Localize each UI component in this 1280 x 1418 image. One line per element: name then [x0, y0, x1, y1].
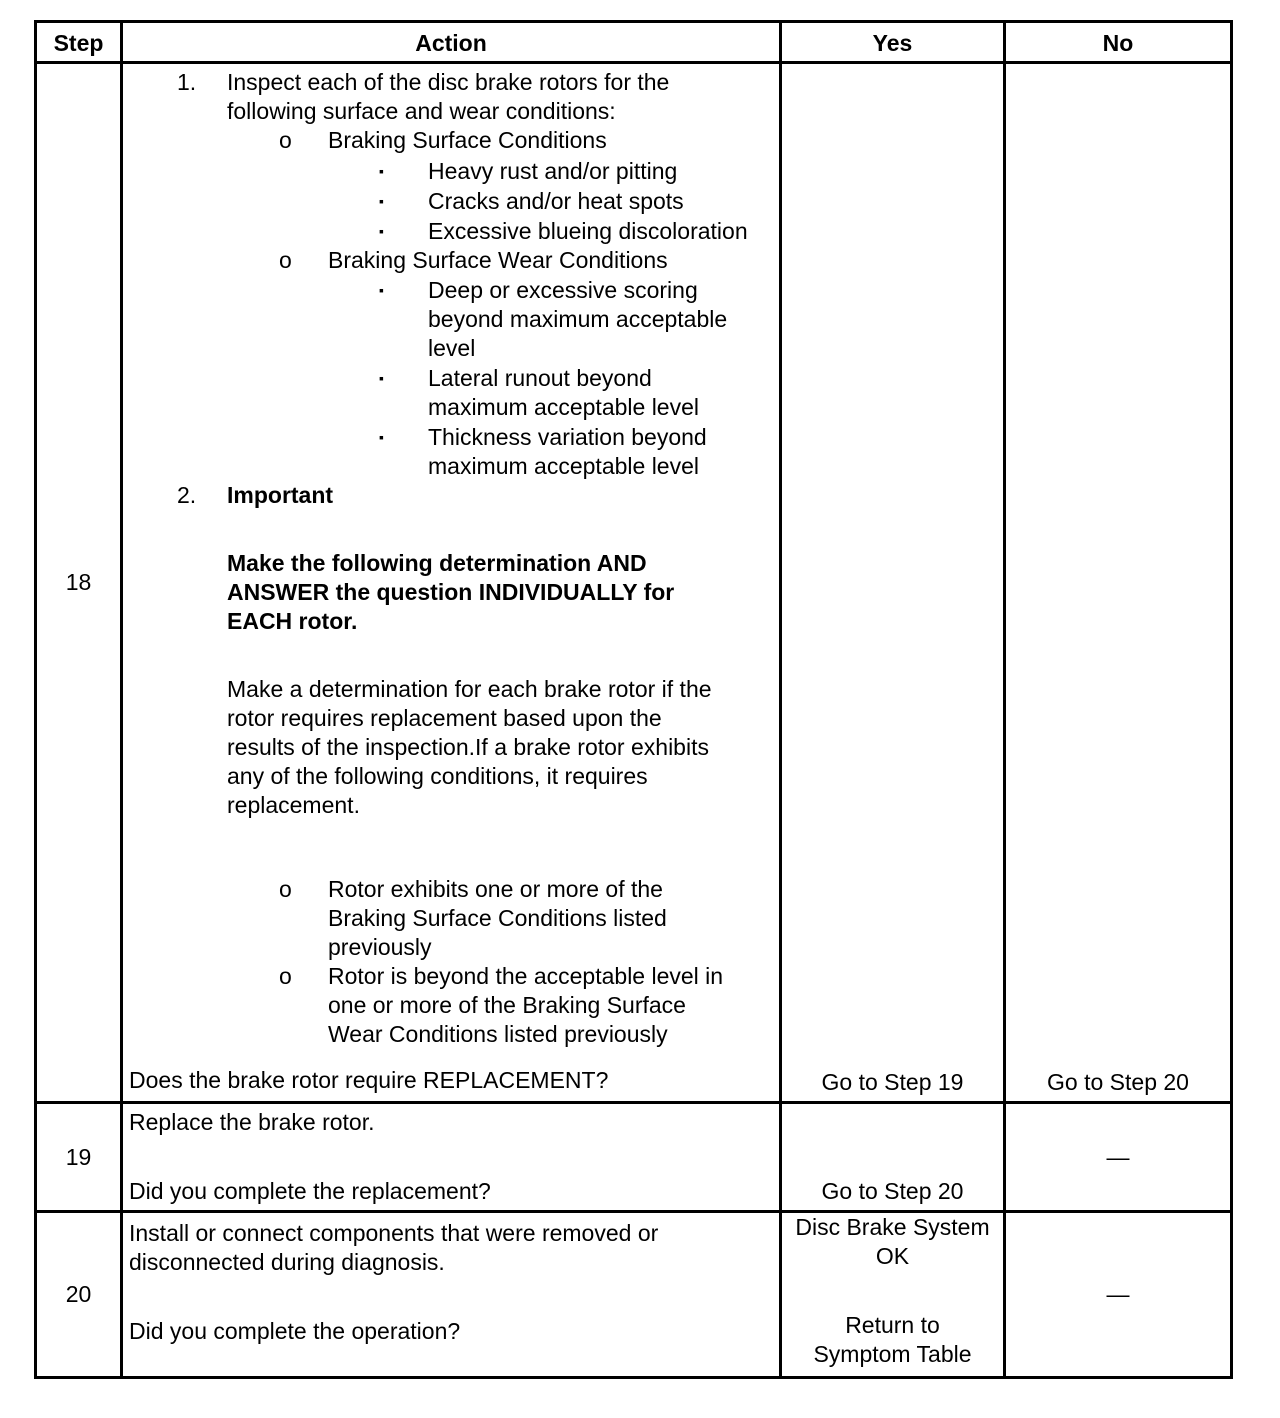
square-bullet-icon: ▪ [379, 223, 384, 239]
square-bullet-icon: ▪ [379, 193, 384, 209]
table-row-20 [36, 1212, 1232, 1378]
list-item-text: Excessive blueing discoloration [428, 218, 748, 244]
circle-bullet-icon: o [279, 963, 292, 989]
yes-answer-line: OK [875, 1243, 910, 1269]
header-row [36, 22, 1232, 63]
no-answer: Go to Step 20 [1005, 63, 1232, 1103]
determination-text-line: results of the inspection.If a brake rotor exhibits [227, 734, 709, 760]
list-item [129, 364, 773, 422]
list-item [129, 157, 773, 186]
no-answer: — [1005, 1103, 1232, 1212]
step-question: Did you complete the operation? [129, 1318, 461, 1344]
list-item-text: Cracks and/or heat spots [428, 188, 684, 214]
item-number: 1. [177, 69, 197, 95]
action-cell [122, 1103, 781, 1212]
condition-item [129, 962, 773, 1049]
yes-answer-line: Symptom Table [813, 1341, 972, 1367]
list-item [129, 276, 773, 363]
yes-answer-line: Disc Brake System [795, 1214, 990, 1240]
list-item-text: Heavy rust and/or pitting [428, 158, 678, 184]
condition-text-line: Rotor is beyond the acceptable level in [328, 963, 724, 989]
action-text: Replace the brake rotor. [129, 1109, 375, 1135]
condition-text-line: Wear Conditions listed previously [328, 1021, 668, 1047]
sub-item-surface-conditions [129, 126, 773, 155]
header-action: Action [122, 22, 781, 63]
header-yes: Yes [781, 22, 1005, 63]
no-answer: — [1005, 1212, 1232, 1378]
diagnostic-table [34, 20, 1233, 1379]
list-item-text: Deep or excessive scoring [428, 277, 698, 303]
inspect-text-line: following surface and wear conditions: [227, 98, 616, 124]
list-item [129, 187, 773, 216]
list-item [129, 217, 773, 246]
list-item-text: maximum acceptable level [428, 394, 700, 420]
condition-item [129, 875, 773, 962]
sub-item-wear-conditions [129, 246, 773, 275]
condition-text-line: Rotor exhibits one or more of the [328, 876, 663, 902]
step-question: Does the brake rotor require REPLACEMENT? [129, 1067, 609, 1093]
square-bullet-icon: ▪ [379, 163, 384, 179]
list-item-text: level [428, 335, 476, 361]
header-step: Step [36, 22, 122, 63]
action-text-line: disconnected during diagnosis. [129, 1249, 445, 1275]
circle-bullet-icon: o [279, 876, 292, 902]
important-heading: Important [227, 482, 334, 508]
square-bullet-icon: ▪ [379, 282, 384, 298]
action-item-1 [129, 68, 773, 481]
circle-bullet-icon: o [279, 247, 292, 273]
determination-text-line: Make a determination for each brake rotor if the [227, 676, 712, 702]
action-item-2 [129, 481, 773, 1049]
step-number: 19 [36, 1103, 122, 1212]
yes-answer [781, 1212, 1005, 1378]
header-no: No [1005, 22, 1232, 63]
step-question: Did you complete the replacement? [129, 1178, 491, 1204]
table-row-18 [36, 63, 1232, 1103]
determination-text-line: replacement. [227, 792, 360, 818]
list-item-text: Thickness variation beyond [428, 424, 707, 450]
yes-answer-line: Return to [845, 1312, 940, 1338]
list-item-text: maximum acceptable level [428, 453, 700, 479]
important-text-line: ANSWER the question INDIVIDUALLY for [227, 579, 675, 605]
determination-text-line: rotor requires replacement based upon the [227, 705, 662, 731]
determination-text-line: any of the following conditions, it requires [227, 763, 648, 789]
step-number: 18 [36, 63, 122, 1103]
list-item-text: Lateral runout beyond [428, 365, 652, 391]
yes-answer: Go to Step 20 [781, 1103, 1005, 1212]
table-row-19 [36, 1103, 1232, 1212]
sub-item-label: Braking Surface Wear Conditions [328, 247, 668, 273]
square-bullet-icon: ▪ [379, 370, 384, 386]
important-text-line: EACH rotor. [227, 608, 358, 634]
sub-item-label: Braking Surface Conditions [328, 127, 607, 153]
item-number: 2. [177, 482, 197, 508]
circle-bullet-icon: o [279, 127, 292, 153]
condition-text-line: previously [328, 934, 432, 960]
condition-text-line: Braking Surface Conditions listed [328, 905, 667, 931]
important-text-line: Make the following determination AND [227, 550, 647, 576]
list-item-text: beyond maximum acceptable [428, 306, 728, 332]
list-item [129, 423, 773, 481]
condition-text-line: one or more of the Braking Surface [328, 992, 686, 1018]
action-cell [122, 63, 781, 1103]
action-cell [122, 1212, 781, 1378]
yes-answer: Go to Step 19 [781, 63, 1005, 1103]
inspect-text-line: Inspect each of the disc brake rotors for the [227, 69, 670, 95]
step-number: 20 [36, 1212, 122, 1378]
action-text-line: Install or connect components that were removed or [129, 1220, 659, 1246]
square-bullet-icon: ▪ [379, 429, 384, 445]
